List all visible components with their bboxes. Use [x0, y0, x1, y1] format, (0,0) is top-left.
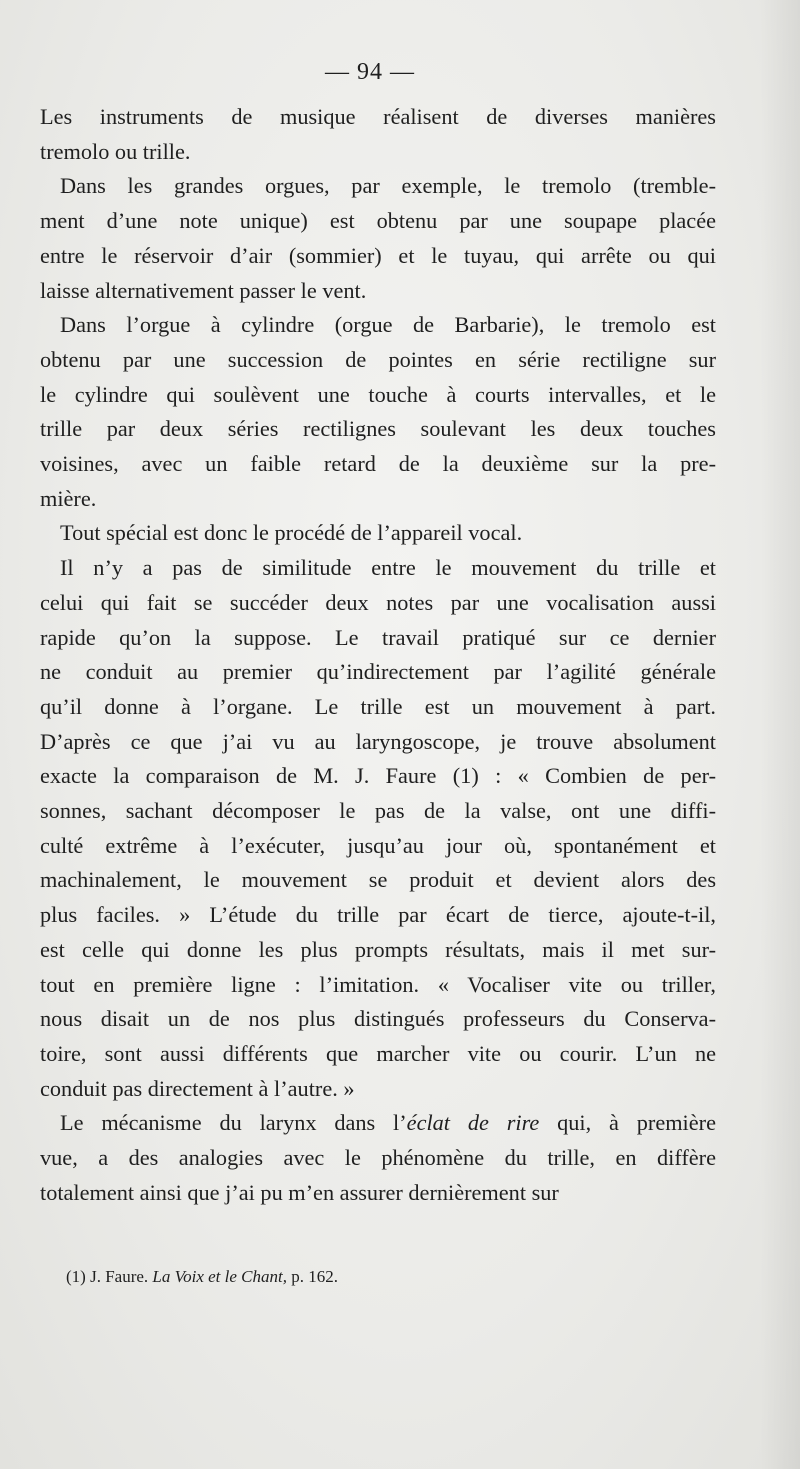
body-text: [40, 100, 716, 1211]
text-line: est celle qui donne les plus prompts résultats, mais il met sur-: [40, 936, 716, 962]
footnote-marker: (1): [66, 1267, 86, 1286]
text-line: toire, sont aussi différents que marcher vite ou courir. L’un ne: [40, 1040, 716, 1066]
text-line: trille par deux séries rectilignes soulevant les deux touches: [40, 416, 716, 442]
footnote-title: La Voix et le Chant,: [152, 1267, 287, 1286]
text-line: exacte la comparaison de M. J. Faure (1) : « Combien de per-: [40, 763, 716, 789]
page-edge-shadow: [760, 0, 800, 1469]
text-line: celui qui fait se succéder deux notes par une vocalisation aussi: [40, 589, 716, 615]
text-line: sonnes, sachant décomposer le pas de la valse, ont une diffi-: [40, 798, 716, 824]
paragraph: [40, 308, 716, 516]
text-line: Les instruments de musique réalisent de diverses manières: [40, 104, 716, 129]
paragraph: [40, 169, 716, 308]
text-line: tremolo ou trille.: [40, 138, 191, 164]
text-line: tout en première ligne : l’imitation. « Vocaliser vite ou triller,: [40, 971, 716, 997]
text-line: le cylindre qui soulèvent une touche à courts intervalles, et le: [40, 381, 716, 407]
text-line: plus faciles. » L’étude du trille par écart de tierce, ajoute-t-il,: [40, 902, 716, 928]
text-line: nous disait un de nos plus distingués professeurs du Conserva-: [40, 1006, 716, 1032]
text-line: ne conduit au premier qu’indirectement par l’agilité générale: [40, 659, 716, 685]
italic-phrase: éclat de rire: [406, 1110, 540, 1136]
text-line: Tout spécial est donc le procédé de l’appareil vocal.: [60, 520, 523, 546]
paragraph: [40, 551, 716, 1106]
paragraph: [40, 516, 716, 551]
text-line: obtenu par une succession de pointes en série rectiligne sur: [40, 346, 716, 372]
text-line: ment d’une note unique) est obtenu par une soupape placée: [40, 208, 716, 234]
text-line: machinalement, le mouvement se produit et devient alors des: [40, 867, 716, 893]
text-line: conduit pas directement à l’autre. »: [40, 1075, 355, 1101]
page-number: — 94 —: [325, 59, 415, 85]
paragraph: [40, 1106, 716, 1210]
text-line: qu’il donne à l’organe. Le trille est un mouvement à part.: [40, 693, 716, 719]
footnote: [66, 1266, 706, 1288]
text-line: Dans les grandes orgues, par exemple, le tremolo (tremble-: [60, 173, 716, 199]
text-line: D’après ce que j’ai vu au laryngoscope, je trouve absolument: [40, 728, 716, 754]
text-line: mière.: [40, 485, 97, 511]
footnote-author: J. Faure.: [90, 1267, 149, 1286]
paragraph: [40, 100, 716, 169]
text-line: voisines, avec un faible retard de la deuxième sur la pre-: [40, 451, 716, 477]
text-line: Le mécanisme du larynx dans l’éclat de rire qui, à première: [60, 1110, 716, 1136]
text-line: Il n’y a pas de similitude entre le mouvement du trille et: [60, 555, 716, 581]
text-line: rapide qu’on la suppose. Le travail pratiqué sur ce dernier: [40, 624, 716, 650]
text-line: totalement ainsi que j’ai pu m’en assurer dernièrement sur: [40, 1179, 559, 1205]
text-line: culté extrême à l’exécuter, jusqu’au jour où, spontanément et: [40, 832, 716, 858]
text-line: Dans l’orgue à cylindre (orgue de Barbarie), le tremolo est: [60, 312, 716, 338]
text-line: vue, a des analogies avec le phénomène du trille, en diffère: [40, 1145, 716, 1171]
text-line: laisse alternativement passer le vent.: [40, 277, 367, 303]
text-line: entre le réservoir d’air (sommier) et le tuyau, qui arrête ou qui: [40, 242, 716, 268]
footnote-page-ref: p. 162.: [291, 1267, 338, 1286]
